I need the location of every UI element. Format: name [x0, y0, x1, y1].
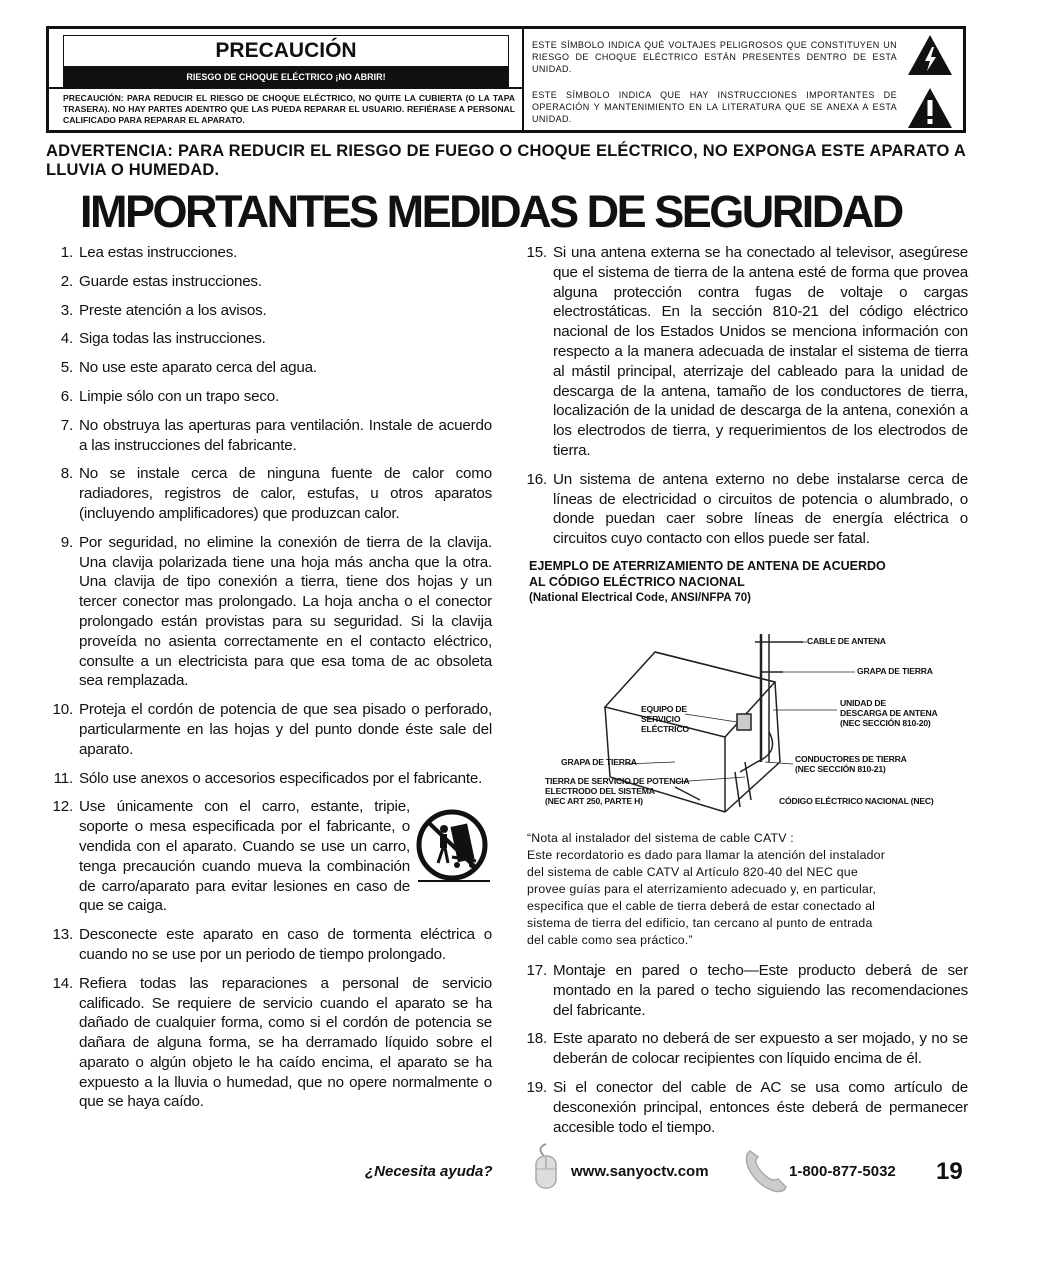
label-tierra-1: TIERRA DE SERVICIO DE POTENCIA — [545, 775, 690, 786]
list-item — [519, 470, 968, 549]
item-text: Si una antena externa se ha conectado al televisor, asegúrese que el sistema de tierra de la antena esté de forma que provea alguna protección contra fugas de voltaje o cargas electrostáticas. En la sección 810-21 del código eléctrico nacional de los Estados Unidos se menciona información con respecto a la manera adecuada de instalar el sistema de tierra al mástil principal, aterrizaje del cableado para la unidad de descarga de la antena, tamaño de los conductores de tierra, localización de la unidad de descarga de la antena, conexión a los electrodos de tierra, y requerimientos de los electrodos de tierra. — [553, 244, 968, 459]
phone-icon — [742, 1145, 790, 1195]
list-item — [45, 272, 492, 292]
list-item — [45, 769, 492, 789]
item-text: No use este aparato cerca del agua. — [79, 359, 317, 377]
cart-warning-icon — [416, 805, 492, 885]
label-unidad-2: DESCARGA DE ANTENA — [840, 707, 938, 718]
item-text: Limpie sólo con un trapo seco. — [79, 387, 279, 405]
note-line: Este recordatorio es dado para llamar la atención del instalador — [527, 847, 885, 862]
item-number: 15. — [526, 244, 547, 261]
instructions-symbol-text: ESTE SÍMBOLO INDICA QUE HAY INSTRUCCIONES IMPORTANTES DE OPERACIÓN Y MANTENIMIENTO EN LA LITERATURA QUE SE ANEXA A ESTA UNIDAD. — [532, 90, 897, 124]
left-column — [45, 243, 492, 1121]
right-column — [519, 243, 968, 1146]
list-item — [519, 1078, 968, 1137]
label-codigo: CÓDIGO ELÉCTRICO NACIONAL (NEC) — [779, 795, 934, 806]
example-heading-line1: EJEMPLO DE ATERRIZAMIENTO DE ANTENA DE ACUERDO — [529, 558, 886, 573]
note-line: “Nota al instalador del sistema de cable CATV : — [527, 830, 794, 845]
item-number: 2. — [60, 272, 73, 290]
note-line: del cable como sea práctico.” — [527, 932, 693, 947]
caution-note: PRECAUCIÓN: PARA REDUCIR EL RIESGO DE CHOQUE ELÉCTRICO, NO QUITE LA CUBIERTA (O LA TAPA TRASERA). NO HAY PARTES ADENTRO QUE LAS PUEDA REPARAR EL USUARIO. REFIÉRASE A PERSONAL CALIFICADO PARA REPARAR EL APARATO. — [63, 93, 515, 125]
example-subheading: (National Electrical Code, ANSI/NFPA 70) — [529, 591, 751, 604]
label-tierra-3: (NEC ART 250, PARTE H) — [545, 795, 643, 806]
label-conductores-2: (NEC SECCIÓN 810-21) — [795, 763, 886, 774]
list-item — [45, 533, 492, 691]
label-tierra-2: ELECTRODO DEL SISTEMA — [545, 785, 655, 796]
list-item — [45, 387, 492, 407]
caution-subtitle: RIESGO DE CHOQUE ELÉCTRICO ¡NO ABRIR! — [64, 66, 508, 88]
item-number: 8. — [60, 465, 73, 483]
example-heading — [529, 558, 968, 590]
label-conductores-1: CONDUCTORES DE TIERRA — [795, 753, 907, 764]
catv-note — [527, 830, 968, 949]
list-item — [519, 243, 968, 461]
label-tierra — [545, 776, 689, 806]
item-number: 7. — [60, 416, 73, 434]
item-number: 3. — [60, 301, 73, 319]
lightning-triangle-icon — [907, 34, 953, 76]
item-text: Refiera todas las reparaciones a personal de servicio calificado. Se requiere de servicio cuando el aparato se ha dañado de cualquier forma, como si el cordón de potencia se dañara de alguna forma, se ha derramado líquido sobre el aparato o algún objeto le ha caído encima, el aparato se ha expuesto a la lluvia o humedad, que no opere normalmente o que se haya caído. — [79, 974, 492, 1111]
label-equipo-2: SERVICIO — [641, 713, 681, 724]
item-text: Si el conector del cable de AC se usa como artículo de desconexión principal, entonces éste deberá de permanecer accesible todo el tiempo. — [553, 1078, 968, 1136]
caution-divider — [49, 87, 522, 89]
list-item — [45, 416, 492, 456]
example-heading-line2: AL CÓDIGO ELÉCTRICO NACIONAL — [529, 574, 745, 589]
label-equipo — [641, 704, 689, 734]
item-text: Use únicamente con el carro, estante, tripie, soporte o mesa especificada por el fabricante, o vendida con el aparato. Cuando se use un carro, tenga precaución cuando mueva la combinación de carro/aparato para evitar lesiones en caso de que se caiga. — [79, 798, 410, 915]
item-number: 1. — [60, 244, 73, 261]
item-text: No obstruya las aperturas para ventilación. Instale de acuerdo a las instrucciones del fabricante. — [79, 416, 492, 454]
item-text: Proteja el cordón de potencia de que sea pisado o perforado, particularmente en las hojas y del punto donde éste sale del aparato. — [79, 701, 492, 758]
note-line: provee guías para el aterrizamiento adecuado y, en particular, — [527, 881, 877, 896]
page-number: 19 — [936, 1158, 963, 1185]
page-title: IMPORTANTES MEDIDAS DE SEGURIDAD — [80, 186, 902, 237]
label-conductores — [795, 754, 907, 774]
item-text: Desconecte este aparato en caso de tormenta eléctrica o cuando no se use por un periodo de tiempo prolongado. — [79, 926, 492, 963]
item-number: 9. — [60, 533, 73, 551]
item-number: 11. — [53, 769, 73, 787]
list-item — [45, 329, 492, 349]
item-number: 4. — [60, 330, 73, 348]
item-text: Por seguridad, no elimine la conexión de tierra de la clavija. Una clavija polarizada tiene una hoja más ancha que la otra. Una clavija de tipo conexión a tierra, tiene dos hojas y un tercer conector mas prolongado. La hoja ancha o el conector prolongado están provistas para su seguridad. Si la clavija proveída no asienta correctamente en el contacto eléctrico, consulte a un electricista para que esa toma de ac obsoleta sea remplazada. — [79, 533, 492, 690]
note-line: especifica que el cable de tierra deberá de estar conectado al — [527, 898, 876, 913]
caution-title-box — [63, 35, 509, 89]
item-text: No se instale cerca de ninguna fuente de calor como radiadores, registros de calor, estufas, u otros aparatos (incluyendo amplificadores) que produzcan calor. — [79, 465, 492, 522]
list-item — [45, 464, 492, 523]
list-item — [45, 301, 492, 321]
voltage-symbol-text: ESTE SÍMBOLO INDICA QUÉ VOLTAJES PELIGROSOS QUE CONSTITUYEN UN RIESGO DE CHOQUE ELÉCTRICO ESTÁN PRESENTES DENTRO DE ESTA UNIDAD. — [532, 40, 897, 74]
warning-text: ADVERTENCIA: PARA REDUCIR EL RIESGO DE FUEGO O CHOQUE ELÉCTRICO, NO EXPONGA ESTE APARATO A LLUVIA O HUMEDAD. — [46, 142, 966, 179]
label-cable: CABLE DE ANTENA — [807, 635, 886, 646]
caution-title: PRECAUCIÓN — [215, 39, 357, 62]
list-item — [45, 358, 492, 378]
label-equipo-1: EQUIPO DE — [641, 703, 687, 714]
mouse-icon — [526, 1142, 566, 1192]
caution-left-panel — [49, 29, 524, 130]
list-item — [45, 700, 492, 759]
footer-help-text: ¿Necesita ayuda? — [365, 1163, 493, 1180]
label-grapa-left: GRAPA DE TIERRA — [561, 756, 637, 767]
label-unidad — [840, 698, 937, 728]
exclamation-triangle-icon — [907, 87, 953, 129]
item-number: 12. — [52, 798, 73, 816]
item-text: Preste atención a los avisos. — [79, 301, 267, 319]
list-item — [45, 974, 492, 1113]
item-number: 10. — [52, 701, 73, 719]
note-line: del sistema de cable CATV al Artículo 820-40 del NEC que — [527, 864, 858, 879]
item-text: Este aparato no deberá de ser expuesto a ser mojado, y no se deberán de colocar recipientes con líquido encima de él. — [553, 1030, 968, 1068]
item-text: Un sistema de antena externo no debe instalarse cerca de líneas de electricidad o circuitos de potencia o alumbrado, o donde puedan caer sobre líneas de energía eléctrica o circuitos cuyo contacto con ellos puede ser fatal. — [553, 470, 968, 548]
item-text: Lea estas instrucciones. — [79, 244, 238, 261]
item-text: Sólo use anexos o accesorios especificados por el fabricante. — [79, 769, 483, 787]
label-unidad-3: (NEC SECCIÓN 810-20) — [840, 717, 931, 728]
item-number: 13. — [52, 926, 73, 944]
item-number: 5. — [60, 359, 73, 377]
item-text: Guarde estas instrucciones. — [79, 272, 262, 290]
item-number: 17. — [526, 961, 547, 979]
item-number: 19. — [526, 1078, 547, 1096]
list-item — [519, 1029, 968, 1069]
label-equipo-3: ELÉCTRICO — [641, 723, 689, 734]
list-item — [45, 925, 492, 965]
item-number: 16. — [526, 470, 547, 488]
footer-website[interactable]: www.sanyoctv.com — [571, 1163, 709, 1180]
label-unidad-1: UNIDAD DE — [840, 697, 886, 708]
label-grapa-top: GRAPA DE TIERRA — [857, 665, 933, 676]
item-text: Siga todas las instrucciones. — [79, 330, 266, 348]
caution-box — [46, 26, 966, 133]
item-text: Montaje en pared o techo—Este producto deberá de ser montado en la pared o techo siguiendo las recomendaciones del fabricante. — [553, 961, 968, 1019]
item-number: 14. — [52, 974, 73, 992]
list-item — [519, 961, 968, 1020]
antenna-grounding-diagram — [525, 612, 965, 822]
list-item — [45, 243, 492, 263]
footer-phone: 1-800-877-5032 — [789, 1163, 896, 1180]
item-number: 6. — [60, 387, 73, 405]
note-line: sistema de tierra del edificio, tan cercano al punto de entrada — [527, 915, 873, 930]
list-item — [45, 797, 492, 916]
item-number: 18. — [526, 1030, 547, 1048]
caution-symbols-panel — [524, 29, 963, 130]
